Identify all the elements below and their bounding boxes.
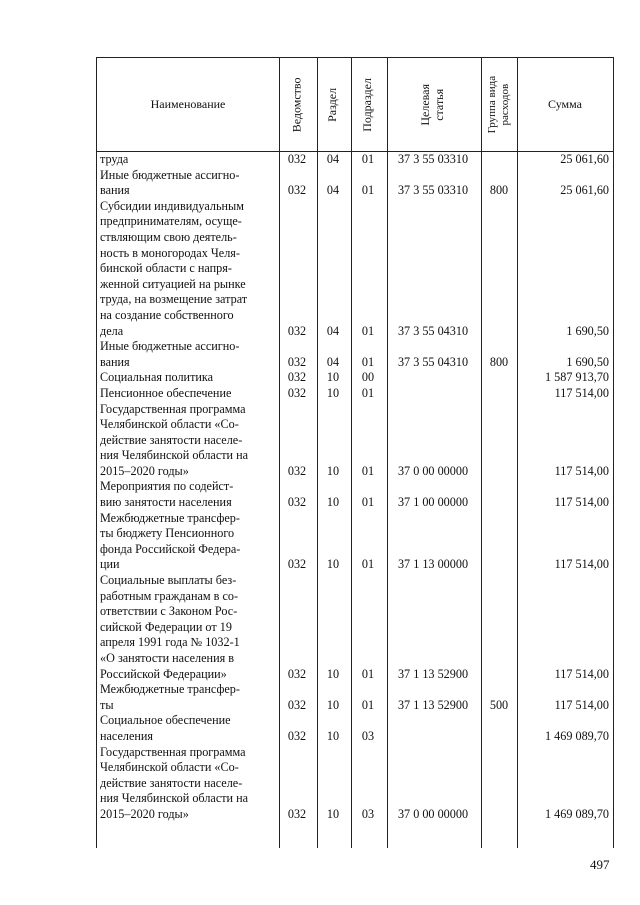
row-subsection: 01 — [361, 557, 375, 572]
row-section: 10 — [326, 385, 340, 400]
row-group: 800 — [489, 354, 509, 369]
header-name-cell — [97, 58, 279, 151]
row-section: 10 — [326, 463, 340, 478]
row-name: Государственная программа Челябинской области «Со- действие занятости населе- ния Челябинской области на 2015–2020 годы» — [100, 744, 249, 821]
header-group — [486, 76, 511, 134]
row-subsection: 01 — [361, 463, 375, 478]
row-name: Государственная программа Челябинской области «Со- действие занятости населе- ния Челябинской области на 2015–2020 годы» — [100, 401, 249, 478]
header-group-line2: расходов — [499, 83, 511, 126]
row-target: 37 3 55 03310 — [397, 183, 469, 198]
row-subsection: 01 — [361, 385, 375, 400]
header-target-line2: статья — [431, 88, 446, 121]
table-row — [97, 745, 613, 823]
row-sum: 1 690,50 — [566, 323, 609, 338]
row-name: Социальные выплаты без- работным гражданам в со- ответствии с Законом Рос- сийской Федерации от 19 апреля 1991 года № 1032-1 «О занятости населения в Российской Федерации» — [100, 573, 240, 681]
row-section: 04 — [326, 152, 340, 166]
table-row — [97, 386, 613, 402]
row-sum: 1 469 089,70 — [545, 806, 609, 821]
table-row — [97, 370, 613, 386]
row-sum: 1 469 089,70 — [545, 728, 609, 743]
table-row — [97, 168, 613, 199]
row-name: Межбюджетные трансфер- ты бюджету Пенсионного фонда Российской Федера- ции — [100, 510, 241, 572]
header-target — [419, 84, 447, 126]
row-subsection: 01 — [361, 666, 375, 681]
row-section: 10 — [326, 495, 340, 510]
row-ministry: 032 — [287, 370, 307, 385]
row-target: 37 0 00 00000 — [397, 463, 469, 478]
row-subsection: 03 — [361, 806, 375, 821]
row-target: 37 0 00 00000 — [397, 806, 469, 821]
row-ministry: 032 — [287, 666, 307, 681]
row-subsection: 00 — [361, 370, 375, 385]
row-name: Субсидии индивидуальным предпринимателям, осуще- ствляющим свою деятель- ность в моногородах Челя- бинской области с напря- женной ситуацией на рынке труда, на возмещение затрат на создание собственного дела — [100, 198, 248, 338]
row-ministry: 032 — [287, 463, 307, 478]
row-subsection: 01 — [361, 697, 375, 712]
table-row — [97, 152, 613, 168]
header-group-line1: Группа вида — [486, 75, 499, 134]
row-subsection: 01 — [361, 495, 375, 510]
row-ministry: 032 — [287, 183, 307, 198]
row-name: Социальное обеспечение населения — [100, 713, 231, 743]
row-subsection: 01 — [361, 152, 375, 166]
row-section: 04 — [326, 354, 340, 369]
row-sum: 1 587 913,70 — [545, 370, 609, 385]
row-name: Мероприятия по содейст- вию занятости населения — [100, 479, 234, 510]
table-row — [97, 573, 613, 682]
row-section: 10 — [326, 806, 340, 821]
row-ministry: 032 — [287, 697, 307, 712]
header-ministry: Ведомство — [289, 77, 304, 132]
budget-table — [96, 57, 614, 848]
header-sum-cell — [517, 58, 613, 151]
row-section: 10 — [326, 697, 340, 712]
row-sum: 117 514,00 — [554, 385, 609, 400]
header-ministry-cell — [279, 58, 315, 151]
row-ministry: 032 — [287, 385, 307, 400]
row-group: 800 — [489, 183, 509, 198]
header-section: Раздел — [325, 87, 340, 122]
header-subsection: Подраздел — [360, 77, 375, 132]
row-subsection: 01 — [361, 183, 375, 198]
header-target-line1: Целевая — [418, 83, 433, 126]
row-target: 37 1 00 00000 — [397, 495, 469, 510]
row-ministry: 032 — [287, 495, 307, 510]
header-name: Наименование — [150, 97, 226, 111]
row-ministry: 032 — [287, 806, 307, 821]
header-target-cell — [387, 58, 479, 151]
row-section: 04 — [326, 183, 340, 198]
row-target: 37 3 55 04310 — [397, 323, 469, 338]
row-target: 37 1 13 00000 — [397, 557, 469, 572]
table-row — [97, 402, 613, 480]
row-name: Межбюджетные трансфер- ты — [100, 682, 240, 712]
row-subsection: 01 — [361, 323, 375, 338]
row-target: 37 3 55 03310 — [397, 152, 469, 166]
header-section-cell — [317, 58, 349, 151]
row-section: 10 — [326, 370, 340, 385]
row-ministry: 032 — [287, 152, 307, 166]
row-section: 10 — [326, 728, 340, 743]
row-name: Социальная политика — [100, 370, 214, 385]
header-sum: Сумма — [548, 97, 582, 111]
table-body — [97, 152, 613, 823]
row-section: 04 — [326, 323, 340, 338]
row-name: Иные бюджетные ассигно- вания — [100, 167, 240, 198]
row-sum: 25 061,60 — [560, 183, 609, 198]
row-ministry: 032 — [287, 728, 307, 743]
row-section: 10 — [326, 557, 340, 572]
row-ministry: 032 — [287, 557, 307, 572]
row-subsection: 03 — [361, 728, 375, 743]
row-sum: 25 061,60 — [560, 152, 609, 166]
header-subsection-cell — [351, 58, 385, 151]
row-name: Пенсионное обеспечение — [100, 385, 232, 400]
header-group-cell — [481, 58, 517, 151]
table-row — [97, 339, 613, 370]
row-name: труда — [100, 152, 129, 166]
row-sum: 117 514,00 — [554, 666, 609, 681]
table-row — [97, 479, 613, 510]
table-row — [97, 713, 613, 744]
row-group: 500 — [489, 697, 509, 712]
row-sum: 117 514,00 — [554, 495, 609, 510]
row-target: 37 1 13 52900 — [397, 697, 469, 712]
row-subsection: 01 — [361, 354, 375, 369]
row-ministry: 032 — [287, 323, 307, 338]
table-row — [97, 199, 613, 339]
row-sum: 117 514,00 — [554, 463, 609, 478]
page-number: 497 — [590, 857, 610, 872]
table-row — [97, 682, 613, 713]
row-ministry: 032 — [287, 354, 307, 369]
row-sum: 117 514,00 — [554, 557, 609, 572]
row-target: 37 1 13 52900 — [397, 666, 469, 681]
row-sum: 117 514,00 — [554, 697, 609, 712]
row-name: Иные бюджетные ассигно- вания — [100, 339, 240, 369]
row-section: 10 — [326, 666, 340, 681]
row-sum: 1 690,50 — [566, 354, 609, 369]
row-target: 37 3 55 04310 — [397, 354, 469, 369]
table-header — [97, 58, 613, 152]
table-row — [97, 511, 613, 573]
